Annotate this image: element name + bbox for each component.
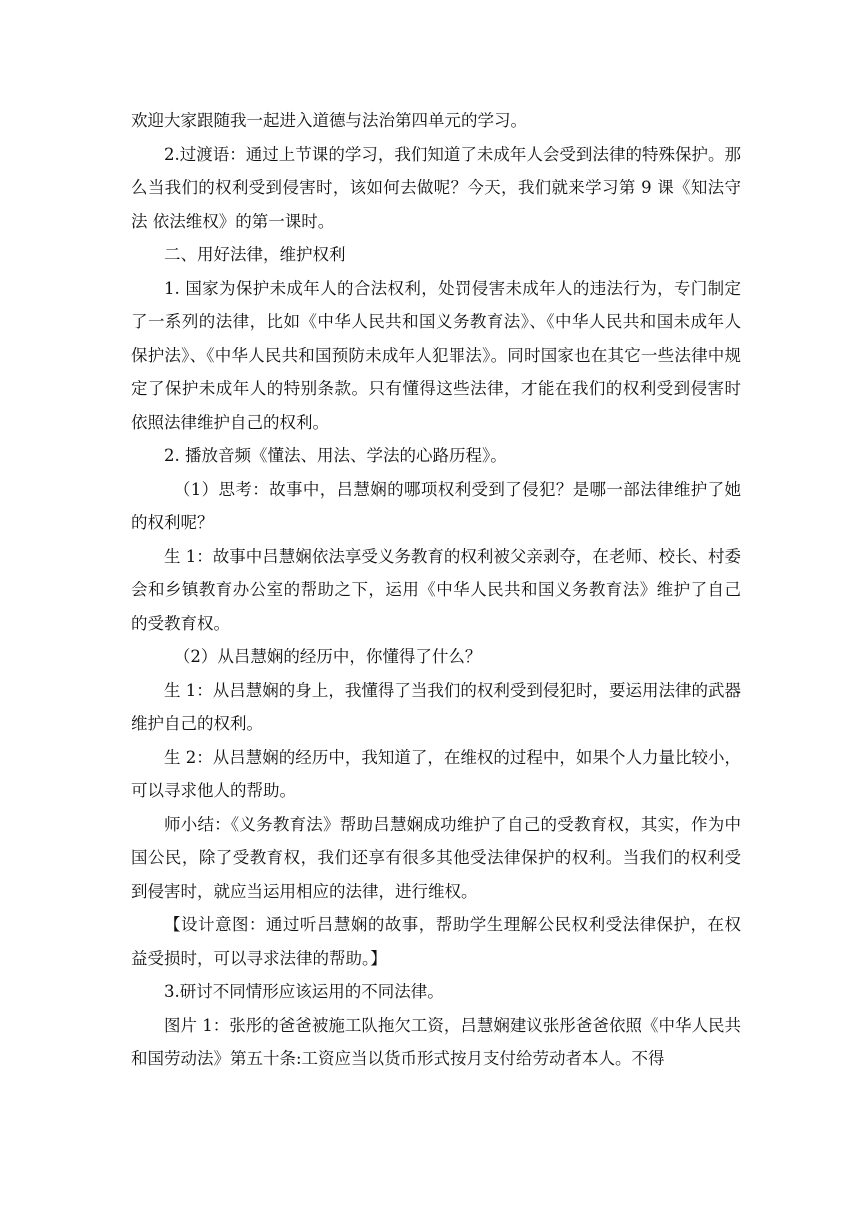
design-intent: 【设计意图：通过听吕慧娴的故事，帮助学生理解公民权利受法律保护，在权益受损时，可以寻求法律的帮助。】 bbox=[131, 915, 741, 968]
paragraph-picture-1: 图片 1：张彤的爸爸被施工队拖欠工资，吕慧娴建议张彤爸爸依照《中华人民共和国劳动法》第五十条:工资应当以货币形式按月支付给劳动者本人。不得 bbox=[131, 1015, 741, 1068]
paragraph-transition: 2.过渡语：通过上节课的学习，我们知道了未成年人会受到法律的特殊保护。那么当我们的权利受到侵害时，该如何去做呢？今天，我们就来学习第 9 课《知法守法 依法维权》的第一课时。 bbox=[131, 144, 741, 231]
paragraph-intro: 欢迎大家跟随我一起进入道德与法治第四单元的学习。 bbox=[131, 111, 527, 130]
section-heading: 二、用好法律，维护权利 bbox=[164, 245, 346, 264]
student-answer-1: 生 1：故事中吕慧娴依法享受义务教育的权利被父亲剥夺，在老师、校长、村委会和乡镇教育办公室的帮助之下，运用《中华人民共和国义务教育法》维护了自己的受教育权。 bbox=[131, 546, 741, 633]
paragraph-audio: 2. 播放音频《懂法、用法、学法的心路历程》。 bbox=[164, 446, 507, 465]
paragraph-discussion: 3.研讨不同情形应该运用的不同法律。 bbox=[164, 982, 444, 1001]
question-2: （2）从吕慧娴的经历中，你懂得了什么？ bbox=[173, 647, 482, 666]
student-answer-3: 生 2：从吕慧娴的经历中，我知道了，在维权的过程中，如果个人力量比较小，可以寻求他人的帮助。 bbox=[131, 747, 741, 800]
paragraph-laws: 1. 国家为保护未成年人的合法权利，处罚侵害未成年人的违法行为，专门制定了一系列的法律，比如《中华人民共和国义务教育法》、《中华人民共和国未成年人保护法》、《中华人民共和国预防未成年人犯罪法》。同时国家也在其它一些法律中规定了保护未成年人的特别条款。只有懂得这些法律，才能在我们的权利受到侵害时依照法律维护自己的权利。 bbox=[131, 278, 741, 432]
question-1: （1）思考：故事中，吕慧娴的哪项权利受到了侵犯？是哪一部法律维护了她的权利呢？ bbox=[131, 479, 741, 532]
document-body bbox=[131, 104, 741, 1076]
student-answer-2: 生 1：从吕慧娴的身上，我懂得了当我们的权利受到侵犯时，要运用法律的武器维护自己的权利。 bbox=[131, 680, 741, 733]
teacher-summary: 师小结：《义务教育法》帮助吕慧娴成功维护了自己的受教育权，其实，作为中国公民，除了受教育权，我们还享有很多其他受法律保护的权利。当我们的权利受到侵害时，就应当运用相应的法律，进行维权。 bbox=[131, 814, 741, 901]
